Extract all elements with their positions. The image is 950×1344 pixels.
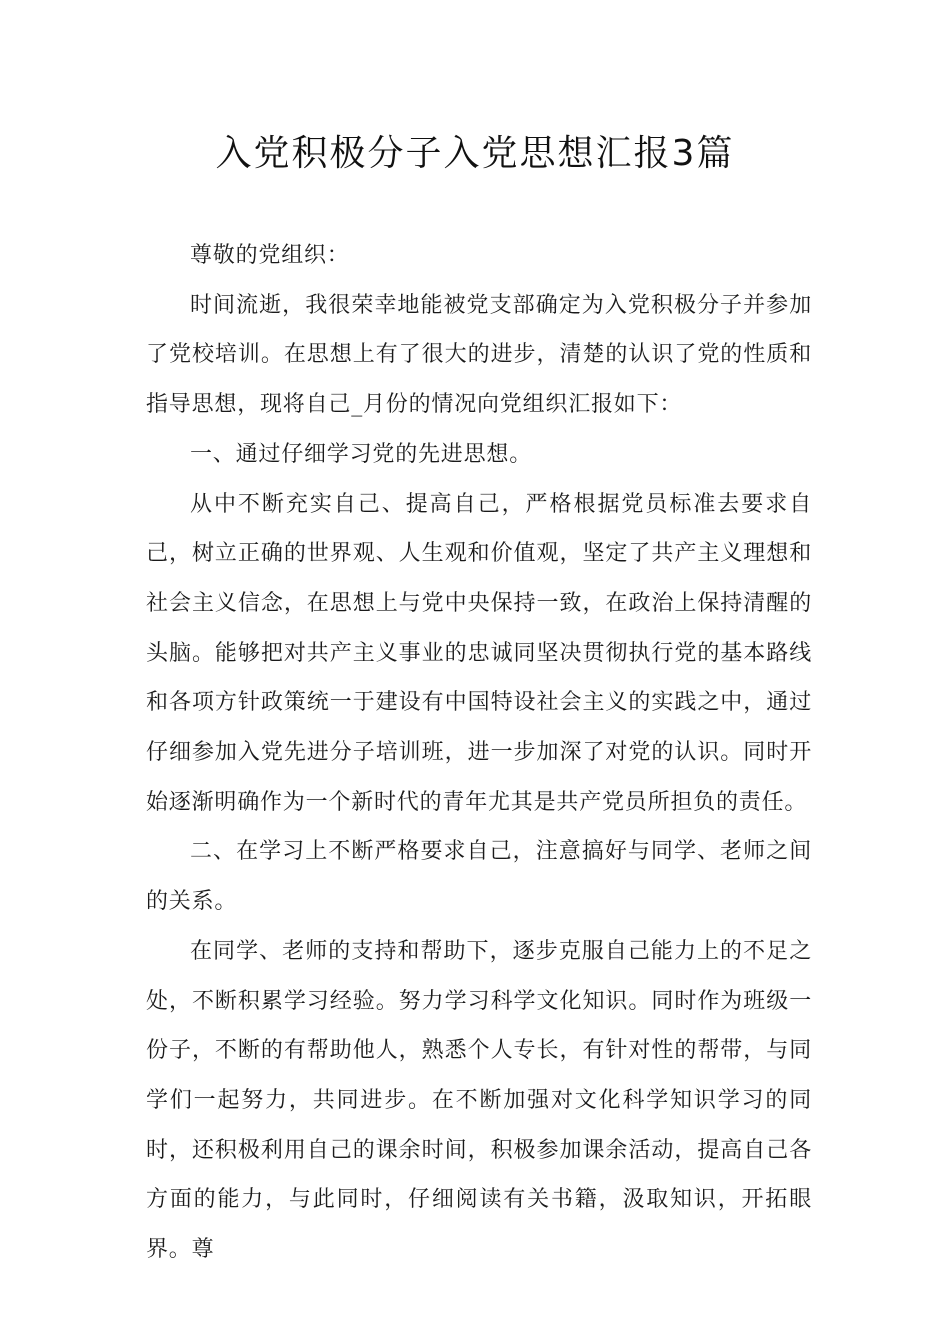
salutation-paragraph: 尊敬的党组织： [190,243,350,268]
document-body [146,231,812,1275]
document-title: 入党积极分子入党思想汇报3篇 [215,133,735,174]
section-body-1: 从中不断充实自己、提高自己，严格根据党员标准去要求自己，树立正确的世界观、人生观和价值观，坚定了共产主义理想和社会主义信念，在思想上与党中央保持一致，在政治上保持清醒的头脑。能够把对共产主义事业的忠诚同坚决贯彻执行党的基本路线和各项方针政策统一于建设有中国特设社会主义的实践之中，通过仔细参加入党先进分子培训班，进一步加深了对党的认识。同时开始逐渐明确作为一个新时代的青年尤其是共产党员所担负的责任。 [146,491,812,815]
section-body-2: 在同学、老师的支持和帮助下，逐步克服自己能力上的不足之处，不断积累学习经验。努力学习科学文化知识。同时作为班级一份子，不断的有帮助他人，熟悉个人专长，有针对性的帮带，与同学们一起努力，共同进步。在不断加强对文化科学知识学习的同时，还积极利用自己的课余时间，积极参加课余活动，提高自己各方面的能力，与此同时，仔细阅读有关书籍，汲取知识，开拓眼界。尊 [146,938,812,1263]
section-heading-1: 一、通过仔细学习党的先进思想。 [190,441,533,467]
intro-paragraph: 时间流逝，我很荣幸地能被党支部确定为入党积极分子并参加了党校培训。在思想上有了很大的进步，清楚的认识了党的性质和指导思想，现将自己_月份的情况向党组织汇报如下： [146,292,812,418]
section-heading-2: 二、在学习上不断严格要求自己，注意搞好与同学、老师之间的关系。 [146,839,812,915]
